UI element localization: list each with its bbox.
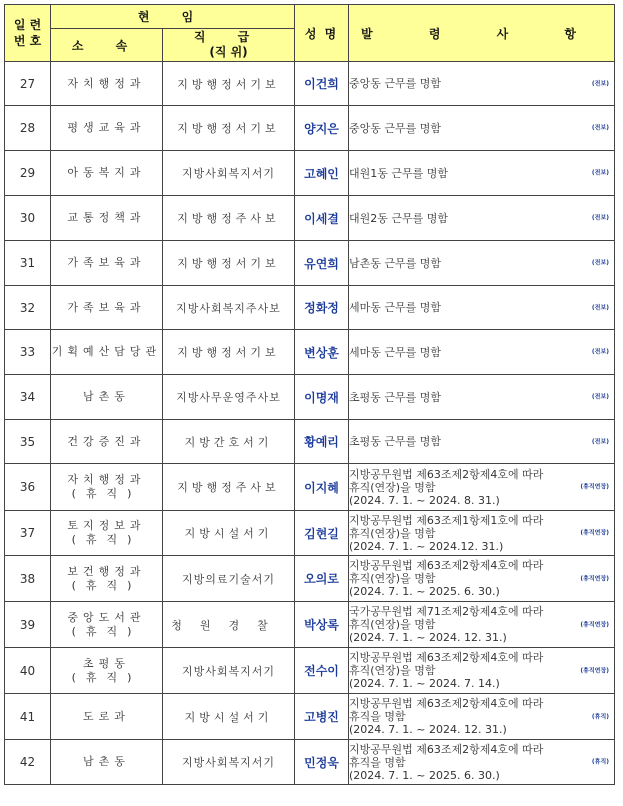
row-department <box>51 694 163 740</box>
row-order <box>349 464 615 511</box>
row-order-type-badge: (휴직연장) <box>580 575 609 582</box>
row-order-line: 지방공무원법 제63조제2항제4호에 따라 <box>349 697 544 710</box>
row-order-type-badge: (휴직연장) <box>580 621 609 628</box>
row-department-name: 가족보육과 <box>67 300 146 314</box>
row-person-name: 변상훈 <box>295 330 349 375</box>
row-grade: 지방사회복지서기 <box>163 740 295 785</box>
row-order-type-badge: (전보) <box>591 124 609 132</box>
row-order-line: 지방공무원법 제63조제2항제4호에 따라 <box>349 651 544 664</box>
row-department-status: (휴직) <box>71 670 142 684</box>
row-department-name: 자치행정과 <box>67 76 146 90</box>
row-department-name: 교통정책과 <box>67 211 146 224</box>
row-department <box>51 556 163 602</box>
row-department <box>51 464 163 511</box>
row-person-name: 박상록 <box>295 602 349 648</box>
row-number: 33 <box>5 330 51 375</box>
table-body <box>5 62 615 785</box>
row-department <box>51 106 163 151</box>
row-grade: 지방시설서기 <box>163 694 295 740</box>
row-order <box>349 511 615 556</box>
header-dept: 소 속 <box>51 29 163 62</box>
row-order-type-badge: (전보) <box>591 214 609 222</box>
row-order-line: 휴직(연장)을 명함 <box>349 572 436 585</box>
row-order-line: 초평동 근무를 명함 <box>349 435 442 448</box>
row-order <box>349 602 615 648</box>
row-grade: 지방의료기술서기 <box>163 556 295 602</box>
row-order <box>349 106 615 151</box>
row-number: 32 <box>5 286 51 330</box>
row-grade: 지방행정주사보 <box>163 464 295 511</box>
row-number: 38 <box>5 556 51 602</box>
row-person-name: 이명재 <box>295 375 349 420</box>
row-order-type-badge: (전보) <box>591 80 609 87</box>
row-order-line: 지방공무원법 제63조제1항제1호에 따라 <box>349 513 544 527</box>
row-order-line: (2024. 7. 1. ~ 2025. 6. 30.) <box>349 768 500 782</box>
row-person-name: 오의로 <box>295 556 349 602</box>
row-department-name: 도로과 <box>83 709 130 723</box>
row-order <box>349 151 615 196</box>
row-person-name: 이건희 <box>295 62 349 106</box>
table-row <box>5 196 615 241</box>
row-order-type-badge: (휴직연장) <box>580 667 609 674</box>
row-department-name: 가족보육과 <box>67 256 146 269</box>
row-order-line: (2024. 7. 1. ~ 2024.12. 31.) <box>349 539 504 553</box>
row-department-name: 건강증진과 <box>67 434 146 448</box>
row-order-line: 휴직(연장)을 명함 <box>349 526 436 540</box>
row-department <box>51 420 163 464</box>
row-order-line: 휴직을 명함 <box>349 710 406 723</box>
row-order-line: 중앙동 근무를 명함 <box>349 77 442 90</box>
row-person-name: 황예리 <box>295 420 349 464</box>
row-number: 28 <box>5 106 51 151</box>
row-person-name: 전수이 <box>295 648 349 694</box>
table-row <box>5 286 615 330</box>
row-department-name: 평생교육과 <box>67 121 146 134</box>
row-person-name: 이지혜 <box>295 464 349 511</box>
row-department-status: (휴직) <box>71 578 142 592</box>
row-order-line: 지방공무원법 제63조제2항제4호에 따라 <box>349 742 544 756</box>
table-row <box>5 694 615 740</box>
row-order-type-badge: (휴직) <box>591 758 609 766</box>
table-row <box>5 241 615 286</box>
row-grade: 지방행정서기보 <box>163 62 295 106</box>
row-department-name: 남촌동 <box>83 390 130 403</box>
table-row <box>5 740 615 785</box>
table-row <box>5 330 615 375</box>
row-department-name: 토지정보과 <box>67 519 146 532</box>
row-order <box>349 648 615 694</box>
header-current: 현 임 <box>51 5 295 29</box>
row-order <box>349 375 615 420</box>
row-order-type-badge: (전보) <box>591 438 609 445</box>
row-department-status: (휴직) <box>71 487 142 500</box>
row-order-line: (2024. 7. 1. ~ 2024. 12. 31.) <box>349 723 507 736</box>
row-department <box>51 151 163 196</box>
row-order-line: 세마동 근무를 명함 <box>349 345 442 359</box>
row-order-line: (2024. 7. 1. ~ 2025. 6. 30.) <box>349 585 500 598</box>
row-number: 30 <box>5 196 51 241</box>
table-row <box>5 556 615 602</box>
header-serial-top: 일 련 <box>13 18 42 32</box>
row-number: 36 <box>5 464 51 511</box>
row-number: 34 <box>5 375 51 420</box>
table-row <box>5 648 615 694</box>
row-order-line: 세마동 근무를 명함 <box>349 301 442 314</box>
row-order-type-badge: (전보) <box>591 169 609 177</box>
table-row <box>5 106 615 151</box>
row-grade: 지방시설서기 <box>163 511 295 556</box>
row-person-name: 양지은 <box>295 106 349 151</box>
row-department-name: 보건행정과 <box>67 564 146 578</box>
header-position: (직 위) <box>209 45 248 59</box>
row-order-type-badge: (전보) <box>591 304 609 311</box>
row-department <box>51 196 163 241</box>
row-grade: 지방행정서기보 <box>163 106 295 151</box>
row-number: 41 <box>5 694 51 740</box>
personnel-order-table <box>4 4 615 785</box>
row-person-name: 고혜인 <box>295 151 349 196</box>
row-department <box>51 286 163 330</box>
row-grade: 지방사회복지서기 <box>163 648 295 694</box>
row-number: 29 <box>5 151 51 196</box>
row-order-line: 휴직(연장)을 명함 <box>349 664 436 677</box>
row-order <box>349 196 615 241</box>
row-order <box>349 556 615 602</box>
row-department <box>51 241 163 286</box>
row-department <box>51 375 163 420</box>
row-grade: 청원경찰 <box>163 602 295 648</box>
row-order-type-badge: (전보) <box>591 348 609 356</box>
row-grade: 지방행정주사보 <box>163 196 295 241</box>
row-order <box>349 241 615 286</box>
row-order-line: 휴직을 명함 <box>349 755 406 769</box>
row-number: 31 <box>5 241 51 286</box>
row-person-name: 김현길 <box>295 511 349 556</box>
row-person-name: 민정욱 <box>295 740 349 785</box>
row-grade: 지방간호서기 <box>163 420 295 464</box>
row-order-type-badge: (휴직연장) <box>580 529 609 537</box>
row-order <box>349 62 615 106</box>
row-order <box>349 286 615 330</box>
row-grade: 지방행정서기보 <box>163 241 295 286</box>
row-department-status: (휴직) <box>71 533 142 546</box>
row-number: 35 <box>5 420 51 464</box>
row-order-type-badge: (휴직연장) <box>580 483 609 491</box>
row-order <box>349 740 615 785</box>
table-row <box>5 464 615 511</box>
row-order <box>349 330 615 375</box>
row-department-name: 남촌동 <box>83 755 130 768</box>
row-department <box>51 648 163 694</box>
header-name: 성 명 <box>295 5 349 62</box>
row-person-name: 고병진 <box>295 694 349 740</box>
row-order <box>349 694 615 740</box>
row-department-name: 자치행정과 <box>67 473 146 486</box>
row-department <box>51 740 163 785</box>
table-row <box>5 602 615 648</box>
row-order-line: 남촌동 근무를 명함 <box>349 256 442 270</box>
header-serial <box>5 5 51 62</box>
row-department-name: 기획예산담당관 <box>51 345 162 358</box>
row-department-status: (휴직) <box>71 624 142 638</box>
row-grade: 지방사회복지주사보 <box>163 286 295 330</box>
row-order-type-badge: (휴직) <box>591 713 609 720</box>
row-order-line: 대원1동 근무를 명함 <box>349 166 448 180</box>
row-department <box>51 330 163 375</box>
row-number: 27 <box>5 62 51 106</box>
header-order: 발 령 사 항 <box>349 5 615 62</box>
row-order-line: 초평동 근무를 명함 <box>349 390 442 404</box>
header-grade-position <box>163 29 295 62</box>
row-grade: 지방사회복지서기 <box>163 151 295 196</box>
table-row <box>5 151 615 196</box>
row-order-line: 지방공무원법 제63조제2항제4호에 따라 <box>349 559 544 572</box>
table-row <box>5 375 615 420</box>
row-department <box>51 511 163 556</box>
row-order-line: 중앙동 근무를 명함 <box>349 121 442 135</box>
header-grade: 직 급 <box>193 30 264 44</box>
row-grade: 지방행정서기보 <box>163 330 295 375</box>
row-department-name: 중앙도서관 <box>67 610 146 624</box>
row-order-line: 휴직(연장)을 명함 <box>349 480 436 494</box>
row-order <box>349 420 615 464</box>
row-grade: 지방사무운영주사보 <box>163 375 295 420</box>
table-row <box>5 420 615 464</box>
row-order-line: 지방공무원법 제63조제2항제4호에 따라 <box>349 467 544 481</box>
table-row <box>5 62 615 106</box>
row-department-name: 초평동 <box>83 656 130 670</box>
row-department <box>51 602 163 648</box>
row-number: 40 <box>5 648 51 694</box>
row-person-name: 이세결 <box>295 196 349 241</box>
table-row <box>5 511 615 556</box>
row-order-type-badge: (전보) <box>591 259 609 267</box>
row-number: 37 <box>5 511 51 556</box>
row-order-line: 대원2동 근무를 명함 <box>349 211 448 225</box>
row-order-line: (2024. 7. 1. ~ 2024. 7. 14.) <box>349 677 500 690</box>
row-department-name: 아동복지과 <box>67 166 146 179</box>
row-order-line: 국가공무원법 제71조제2항제4호에 따라 <box>349 605 544 618</box>
row-order-line: (2024. 7. 1. ~ 2024. 8. 31.) <box>349 493 500 507</box>
header-serial-bottom: 번 호 <box>13 34 42 48</box>
row-order-type-badge: (전보) <box>591 393 609 401</box>
row-number: 42 <box>5 740 51 785</box>
row-department <box>51 62 163 106</box>
row-person-name: 정화정 <box>295 286 349 330</box>
row-person-name: 유연희 <box>295 241 349 286</box>
row-number: 39 <box>5 602 51 648</box>
row-order-line: 휴직(연장)을 명함 <box>349 618 436 631</box>
row-order-line: (2024. 7. 1. ~ 2024. 12. 31.) <box>349 631 507 644</box>
